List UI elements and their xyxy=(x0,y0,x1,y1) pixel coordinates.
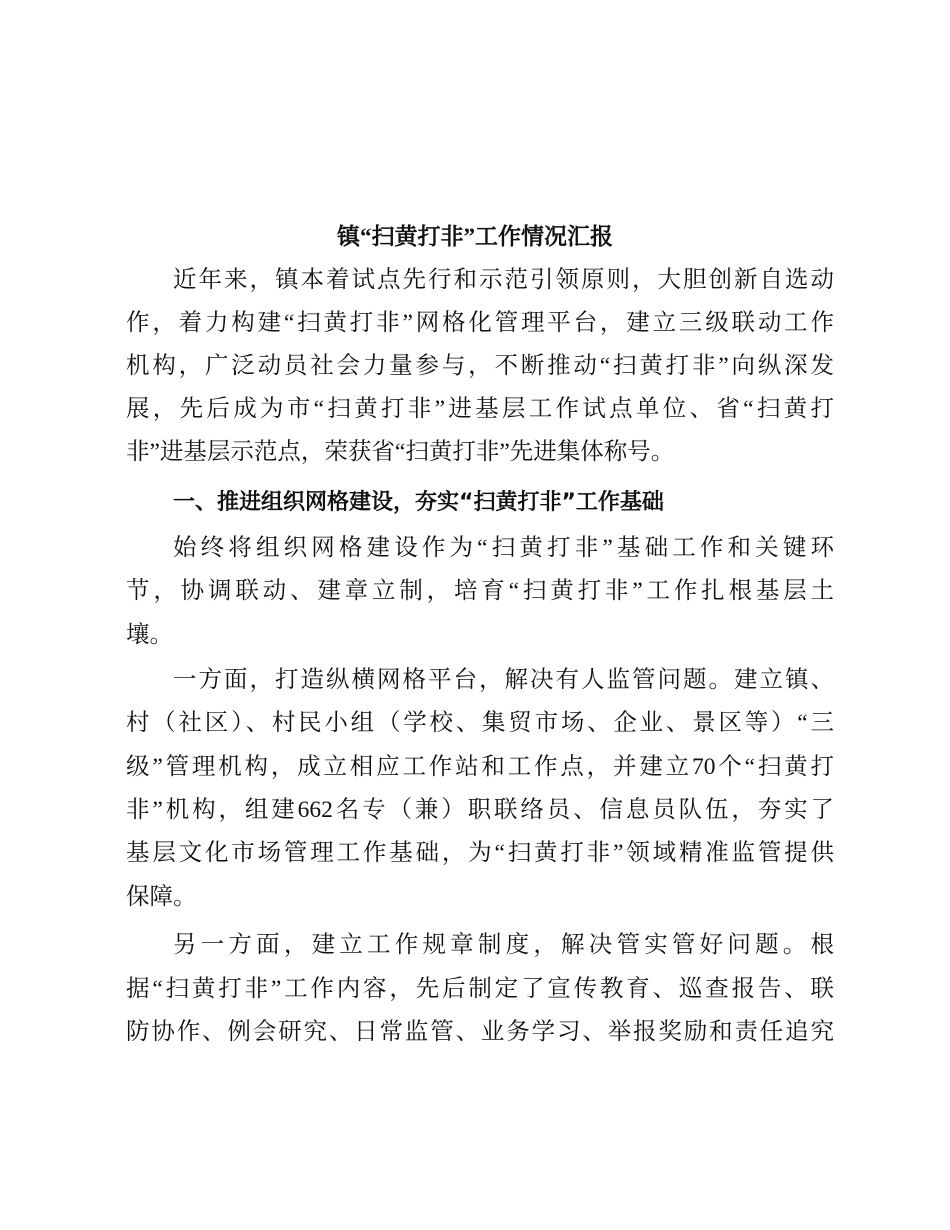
paragraph-line: 节，协调联动、建章立制，培育“扫黄打非”工作扎根基层土 xyxy=(126,578,834,604)
paragraph-line: 防协作、例会研究、日常监管、业务学习、举报奖励和责任追究 xyxy=(126,1019,834,1045)
paragraph-line: 据“扫黄打非”工作内容，先后制定了宣传教育、巡查报告、联 xyxy=(126,976,834,1002)
paragraph-line: 作，着力构建“扫黄打非”网格化管理平台，建立三级联动工作 xyxy=(126,310,834,336)
paragraph-line: 级”管理机构，成立相应工作站和工作点，并建立70个“扫黄打 xyxy=(126,754,834,780)
document-title: 镇“扫黄打非”工作情况汇报 xyxy=(337,224,613,249)
heading-text: 一、推进组织网格建设，夯实“扫黄打非”工作基础 xyxy=(173,490,664,515)
paragraph-line: 基层文化市场管理工作基础，为“扫黄打非”领域精准监管提供 xyxy=(126,840,834,866)
paragraph-line: 保障。 xyxy=(126,884,197,910)
paragraph-line: 非”进基层示范点，荣获省“扫黄打非”先进集体称号。 xyxy=(126,439,675,465)
paragraph-line: 另一方面，建立工作规章制度，解决管实管好问题。根 xyxy=(173,932,834,958)
paragraph-line: 村（社区）、村民小组（学校、集贸市场、企业、景区等）“三 xyxy=(126,710,834,736)
paragraph-line: 一方面，打造纵横网格平台，解决有人监管问题。建立镇、 xyxy=(173,667,834,693)
paragraph-line: 非”机构，组建662名专（兼）职联络员、信息员队伍，夯实了 xyxy=(126,797,834,823)
paragraph-line: 展，先后成为市“扫黄打非”进基层工作试点单位、省“扫黄打 xyxy=(126,396,834,422)
paragraph-line: 始终将组织网格建设作为“扫黄打非”基础工作和关键环 xyxy=(173,535,834,561)
paragraph-line: 机构，广泛动员社会力量参与，不断推动“扫黄打非”向纵深发 xyxy=(126,353,834,379)
paragraph-line: 近年来，镇本着试点先行和示范引领原则，大胆创新自选动 xyxy=(173,267,834,293)
paragraph-line: 壤。 xyxy=(126,622,173,648)
